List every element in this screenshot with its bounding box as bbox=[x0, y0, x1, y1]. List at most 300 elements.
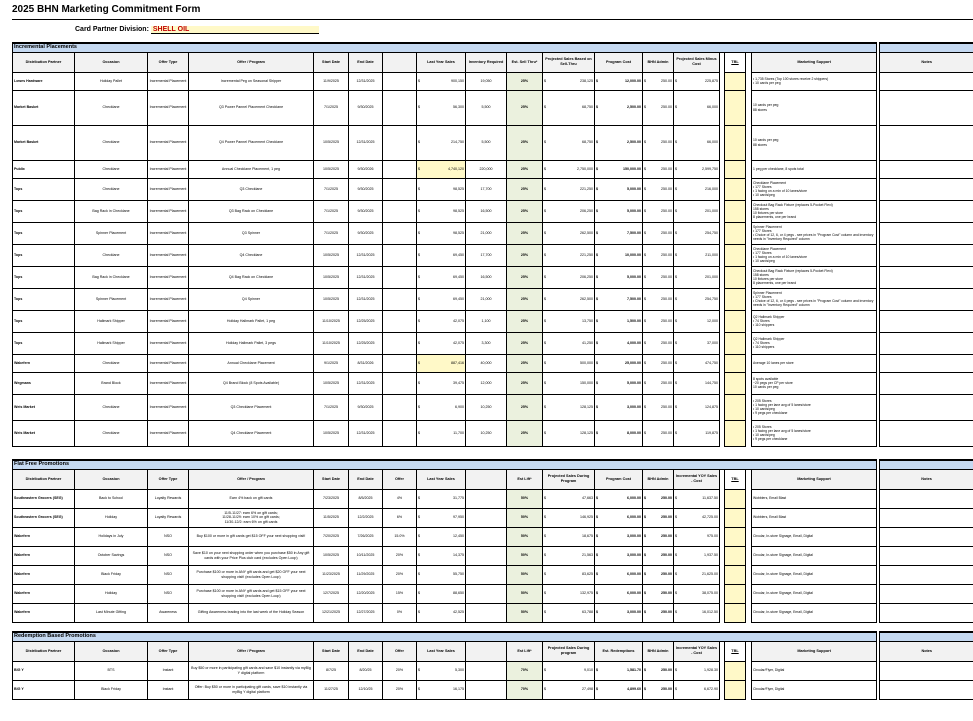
column-header: End Date bbox=[349, 641, 383, 661]
est-sell-thru[interactable]: 25% bbox=[507, 288, 543, 310]
start-date: 10/5/2025 bbox=[314, 546, 349, 565]
notes-input[interactable] bbox=[880, 125, 973, 160]
est-sell-thru[interactable]: 25% bbox=[507, 354, 543, 372]
table-row bbox=[13, 288, 973, 310]
last-year-sales-value: 14,375 bbox=[453, 553, 464, 558]
table-row bbox=[13, 310, 973, 332]
notes-input[interactable] bbox=[880, 354, 973, 372]
section-header bbox=[13, 460, 973, 469]
offer-type: Incremental Placement bbox=[148, 310, 189, 332]
tbl-checkbox[interactable] bbox=[725, 288, 746, 310]
offer-type: Loyalty Rewards bbox=[148, 489, 189, 508]
notes-input[interactable] bbox=[880, 420, 973, 446]
column-header: Offer Type bbox=[148, 52, 189, 72]
column-header: Incremental YOY Sales - Cost bbox=[674, 469, 720, 489]
currency-symbol: $ bbox=[644, 668, 646, 673]
offer-program: Q3 Power Pannel Placement Checklane bbox=[189, 90, 314, 125]
est-lift[interactable]: 50% bbox=[507, 584, 543, 603]
notes-input[interactable] bbox=[880, 332, 973, 354]
est-lift[interactable]: 50% bbox=[507, 603, 543, 622]
offer-program: Q4 Checklane Placement bbox=[189, 420, 314, 446]
currency-symbol: $ bbox=[418, 78, 420, 83]
table-row bbox=[13, 527, 973, 546]
column-header: End Date bbox=[349, 52, 383, 72]
notes-input[interactable] bbox=[880, 527, 973, 546]
marketing-support: 10 cards per peg 88 stores bbox=[752, 90, 877, 125]
currency-symbol: $ bbox=[675, 553, 677, 558]
currency-symbol: $ bbox=[544, 534, 546, 539]
tbl-checkbox[interactable] bbox=[725, 584, 746, 603]
last-year-sales bbox=[417, 266, 466, 288]
notes-input[interactable] bbox=[880, 222, 973, 244]
program-cost-value: 8,000.00 bbox=[627, 430, 641, 435]
bhn-admin-value: 250.00 bbox=[661, 610, 672, 615]
tbl-checkbox[interactable] bbox=[725, 125, 746, 160]
currency-symbol: $ bbox=[596, 186, 598, 191]
currency-symbol: $ bbox=[544, 318, 546, 323]
table-row bbox=[13, 508, 973, 527]
column-header: Last Year Sales bbox=[417, 52, 466, 72]
offer-program: Buy $50 or more in participating gift cards and save $10 instantly via myBig Y digital platform bbox=[189, 661, 314, 680]
column-header: BHN Admin bbox=[643, 469, 674, 489]
notes-input[interactable] bbox=[880, 266, 973, 288]
est-sell-thru[interactable]: 25% bbox=[507, 420, 543, 446]
offer-type: NSO bbox=[148, 527, 189, 546]
est-sell-thru[interactable]: 25% bbox=[507, 178, 543, 200]
est-sell-thru[interactable]: 25% bbox=[507, 90, 543, 125]
program-cost-value: 25,000.00 bbox=[625, 360, 641, 365]
currency-symbol: $ bbox=[544, 296, 546, 301]
end-date: 12/31/2025 bbox=[349, 372, 383, 394]
currency-symbol: $ bbox=[544, 591, 546, 596]
tbl-checkbox[interactable] bbox=[725, 90, 746, 125]
bhn-admin-value: 250.00 bbox=[661, 591, 672, 596]
table-row bbox=[13, 584, 973, 603]
end-date: 8/20/25 bbox=[349, 661, 383, 680]
occasion: Back to School bbox=[75, 489, 148, 508]
tbl-checkbox[interactable] bbox=[725, 332, 746, 354]
blank-cell bbox=[383, 394, 417, 420]
est-sell-thru[interactable]: 25% bbox=[507, 372, 543, 394]
column-header: Projected Sales Minus Cost bbox=[674, 52, 720, 72]
last-year-sales bbox=[417, 125, 466, 160]
projected-sales bbox=[543, 244, 595, 266]
projected-sales-value: 206,250 bbox=[580, 274, 593, 279]
tbl-checkbox[interactable] bbox=[725, 310, 746, 332]
inventory-required: 3,300 bbox=[466, 332, 507, 354]
program-cost bbox=[595, 372, 643, 394]
offer-program: Annual Checklane Placement, 1 peg bbox=[189, 160, 314, 178]
currency-symbol: $ bbox=[596, 208, 598, 213]
marketing-support: Spinner Placement • 177 Stores • Choice of 12, 6, or 4 pegs - see prices in "Program Cost" column and inventory needs in "Inventory Required" column bbox=[752, 288, 877, 310]
table-row bbox=[13, 266, 973, 288]
distribution-partner: Tops bbox=[13, 178, 75, 200]
program-cost bbox=[595, 546, 643, 565]
table-row bbox=[13, 680, 973, 699]
offer-percent: 20% bbox=[383, 661, 417, 680]
offer-type: NSO bbox=[148, 565, 189, 584]
last-year-sales-value: 887,416 bbox=[451, 360, 464, 365]
est-sell-thru[interactable]: 25% bbox=[507, 125, 543, 160]
program-cost bbox=[595, 420, 643, 446]
currency-symbol: $ bbox=[675, 404, 677, 409]
distribution-partner: Wegmans bbox=[13, 372, 75, 394]
distribution-partner: Tops bbox=[13, 200, 75, 222]
tbl-checkbox[interactable] bbox=[725, 244, 746, 266]
est-lift[interactable]: 50% bbox=[507, 527, 543, 546]
start-date: 7/1/2025 bbox=[314, 90, 349, 125]
est-lift[interactable]: 70% bbox=[507, 680, 543, 699]
last-year-sales-value: 98,525 bbox=[453, 186, 464, 191]
tbl-checkbox[interactable] bbox=[725, 354, 746, 372]
notes-input[interactable] bbox=[880, 489, 973, 508]
tbl-checkbox[interactable] bbox=[725, 200, 746, 222]
projected-sales-minus-cost-value: 66,000 bbox=[707, 105, 718, 110]
occasion: Black Friday bbox=[75, 680, 148, 699]
section-header bbox=[13, 632, 973, 641]
notes-input[interactable] bbox=[880, 288, 973, 310]
last-year-sales-value: 16,175 bbox=[453, 687, 464, 692]
notes-input[interactable] bbox=[880, 565, 973, 584]
currency-symbol: $ bbox=[544, 208, 546, 213]
est-sell-thru[interactable]: 25% bbox=[507, 200, 543, 222]
marketing-support: Average 10 lanes per store bbox=[752, 354, 877, 372]
tbl-checkbox[interactable] bbox=[725, 372, 746, 394]
offer-type: Incremental Placement bbox=[148, 394, 189, 420]
last-year-sales-value: 214,750 bbox=[451, 140, 464, 145]
notes-input[interactable] bbox=[880, 310, 973, 332]
end-date: 9/30/2025 bbox=[349, 178, 383, 200]
last-year-sales-value: 42,075 bbox=[453, 318, 464, 323]
program-cost-value: 150,000.00 bbox=[623, 166, 641, 171]
est-sell-thru[interactable]: 25% bbox=[507, 394, 543, 420]
division-label: Card Partner Division: bbox=[75, 26, 149, 33]
end-date: 8/31/2026 bbox=[349, 354, 383, 372]
incremental-yoy-sales-minus-cost-value: 16,012.50 bbox=[702, 610, 718, 615]
start-date: 10/5/2025 bbox=[314, 266, 349, 288]
offer-type: Incremental Placement bbox=[148, 244, 189, 266]
start-date: 11/5/2025 bbox=[314, 508, 349, 527]
tbl-checkbox[interactable] bbox=[725, 546, 746, 565]
start-date: 7/1/2025 bbox=[314, 394, 349, 420]
column-header: Distribution Partner bbox=[13, 469, 75, 489]
column-header: TBL bbox=[725, 641, 746, 661]
est-lift[interactable]: 50% bbox=[507, 565, 543, 584]
projected-sales-value: 150,000 bbox=[580, 380, 593, 385]
incremental-yoy-sales-minus-cost-value: 42,725.00 bbox=[702, 515, 718, 520]
last-year-sales bbox=[417, 372, 466, 394]
currency-symbol: $ bbox=[644, 591, 646, 596]
projected-sales bbox=[543, 661, 595, 680]
table-row bbox=[13, 565, 973, 584]
program-cost bbox=[595, 178, 643, 200]
notes-input[interactable] bbox=[880, 372, 973, 394]
tbl-checkbox[interactable] bbox=[725, 508, 746, 527]
start-date: 7/1/2025 bbox=[314, 200, 349, 222]
projected-sales-minus-cost-value: 12,000 bbox=[707, 318, 718, 323]
notes-input[interactable] bbox=[880, 680, 973, 699]
last-year-sales bbox=[417, 200, 466, 222]
currency-symbol: $ bbox=[418, 572, 420, 577]
currency-symbol: $ bbox=[544, 610, 546, 615]
currency-symbol: $ bbox=[596, 340, 598, 345]
currency-symbol: $ bbox=[675, 208, 677, 213]
offer-program: Incremental Peg on Seasonal Shipper bbox=[189, 72, 314, 90]
currency-symbol: $ bbox=[596, 404, 598, 409]
notes-input[interactable] bbox=[880, 90, 973, 125]
column-header: Incremental YOY Sales - Cost bbox=[674, 641, 720, 661]
projected-sales bbox=[543, 508, 595, 527]
currency-symbol: $ bbox=[544, 668, 546, 673]
blank-cell bbox=[466, 565, 507, 584]
notes-input[interactable] bbox=[880, 72, 973, 90]
inventory-required: 16,500 bbox=[466, 266, 507, 288]
offer-program: Purchase $100 or more in ANY gift cards and get $20 OFF your next shopping visit! (excludes Open Loop) bbox=[189, 565, 314, 584]
projected-sales-minus-cost-value: 254,750 bbox=[705, 296, 718, 301]
notes-input[interactable] bbox=[880, 661, 973, 680]
occasion: Spinner Placement bbox=[75, 288, 148, 310]
projected-sales-minus-cost bbox=[674, 354, 720, 372]
table-row bbox=[13, 72, 973, 90]
table-row bbox=[13, 546, 973, 565]
last-year-sales-value: 31,775 bbox=[453, 496, 464, 501]
last-year-sales bbox=[417, 489, 466, 508]
currency-symbol: $ bbox=[418, 208, 420, 213]
tbl-checkbox[interactable] bbox=[725, 420, 746, 446]
projected-sales-minus-cost bbox=[674, 266, 720, 288]
offer-type: Incremental Placement bbox=[148, 332, 189, 354]
est-sell-thru[interactable]: 25% bbox=[507, 332, 543, 354]
end-date: 12/31/2025 bbox=[349, 244, 383, 266]
column-header: TBL bbox=[725, 469, 746, 489]
currency-symbol: $ bbox=[675, 230, 677, 235]
tbl-checkbox[interactable] bbox=[725, 394, 746, 420]
marketing-support: Checklane Placement • 177 Stores • 1 facing on a min of 10 lanes/store • 10 cards/peg bbox=[752, 244, 877, 266]
blank-cell bbox=[466, 584, 507, 603]
projected-sales-value: 146,925 bbox=[580, 515, 593, 520]
occasion: Bag Rack in Checklane bbox=[75, 200, 148, 222]
offer-program: Q3 Bag Rack on Checklane bbox=[189, 200, 314, 222]
est-sell-thru[interactable]: 25% bbox=[507, 160, 543, 178]
projected-sales-value: 83,625 bbox=[582, 572, 593, 577]
start-date: 11/10/2025 bbox=[314, 332, 349, 354]
offer-program: Save $10 on your next shopping order when you purchase $50 in Any gift cards with your Price Plus club card (excludes Open Loop) bbox=[189, 546, 314, 565]
notes-input[interactable] bbox=[880, 584, 973, 603]
program-cost bbox=[595, 244, 643, 266]
redemption-based-promotions-table bbox=[12, 631, 973, 700]
marketing-support: Checkout Bag Rack Fixture (replaces 5-Pocket Flexi) 158 stores 10 fixtures per store 8 placements, one per brand bbox=[752, 200, 877, 222]
end-date: 12/25/2025 bbox=[349, 332, 383, 354]
est-sell-thru[interactable]: 25% bbox=[507, 266, 543, 288]
currency-symbol: $ bbox=[675, 610, 677, 615]
projected-sales-minus-cost bbox=[674, 394, 720, 420]
currency-symbol: $ bbox=[596, 252, 598, 257]
table-row bbox=[13, 178, 973, 200]
occasion: Checklane bbox=[75, 244, 148, 266]
last-year-sales-value: 900,150 bbox=[451, 78, 464, 83]
currency-symbol: $ bbox=[544, 186, 546, 191]
program-cost bbox=[595, 266, 643, 288]
projected-sales-minus-cost-value: 2,599,750 bbox=[702, 166, 718, 171]
last-year-sales bbox=[417, 310, 466, 332]
offer-type: Incremental Placement bbox=[148, 72, 189, 90]
projected-sales bbox=[543, 584, 595, 603]
blank-cell bbox=[466, 508, 507, 527]
bhn-admin bbox=[643, 200, 674, 222]
est-sell-thru[interactable]: 25% bbox=[507, 72, 543, 90]
projected-sales-minus-cost bbox=[674, 222, 720, 244]
currency-symbol: $ bbox=[544, 430, 546, 435]
marketing-support: • 205 Stores • 1 facing per lane avg of 5 lanes/store • 10 cards/peg • 9 pegs per checklane bbox=[752, 394, 877, 420]
division-value[interactable]: SHELL OIL bbox=[151, 26, 319, 34]
table-row bbox=[13, 394, 973, 420]
projected-sales-value: 63,788 bbox=[582, 610, 593, 615]
notes-input[interactable] bbox=[880, 603, 973, 622]
incremental-yoy-sales-minus-cost-value: 21,625.00 bbox=[702, 572, 718, 577]
end-date: 9/30/2026 bbox=[349, 160, 383, 178]
column-header: Marketing Support bbox=[752, 52, 877, 72]
tbl-checkbox[interactable] bbox=[725, 527, 746, 546]
notes-input[interactable] bbox=[880, 546, 973, 565]
occasion: Hallmark Shipper bbox=[75, 332, 148, 354]
tbl-checkbox[interactable] bbox=[725, 680, 746, 699]
marketing-support: Checkout Bag Rack Fixture (replaces 5-Pocket Flexi) 158 stores 10 fixtures per store 8 placements, one per brand bbox=[752, 266, 877, 288]
program-cost-value: 4,000.00 bbox=[627, 340, 641, 345]
column-header: Program Cost bbox=[595, 469, 643, 489]
column-header-row bbox=[13, 469, 973, 489]
est-lift[interactable]: 50% bbox=[507, 489, 543, 508]
program-cost bbox=[595, 222, 643, 244]
program-cost bbox=[595, 310, 643, 332]
occasion: Holiday Pallet bbox=[75, 72, 148, 90]
inventory-required: 10,250 bbox=[466, 394, 507, 420]
program-cost-value: 1,500.00 bbox=[627, 318, 641, 323]
bhn-admin-value: 250.00 bbox=[661, 380, 672, 385]
notes-input[interactable] bbox=[880, 200, 973, 222]
projected-sales-value: 128,125 bbox=[580, 430, 593, 435]
est-sell-thru[interactable]: 25% bbox=[507, 310, 543, 332]
program-cost bbox=[595, 288, 643, 310]
end-date: 7/26/2025 bbox=[349, 527, 383, 546]
tbl-checkbox[interactable] bbox=[725, 603, 746, 622]
offer-percent: 20% bbox=[383, 546, 417, 565]
offer-type: Awareness bbox=[148, 603, 189, 622]
tbl-checkbox[interactable] bbox=[725, 266, 746, 288]
projected-sales bbox=[543, 266, 595, 288]
last-year-sales bbox=[417, 420, 466, 446]
column-header: BHN Admin bbox=[643, 52, 674, 72]
incremental-yoy-sales-minus-cost bbox=[674, 661, 720, 680]
occasion: BTS bbox=[75, 661, 148, 680]
offer-program: Q4 Brand Block (8 Spots Available) bbox=[189, 372, 314, 394]
end-date: 8/5/2025 bbox=[349, 489, 383, 508]
start-date: 10/5/2025 bbox=[314, 125, 349, 160]
program-cost-value: 3,000.00 bbox=[627, 553, 641, 558]
bhn-admin bbox=[643, 288, 674, 310]
offer-type: Incremental Placement bbox=[148, 354, 189, 372]
offer-percent: 20% bbox=[383, 680, 417, 699]
tbl-checkbox[interactable] bbox=[725, 178, 746, 200]
offer-program: Gifting Awareness leading into the last week of the Holiday Season bbox=[189, 603, 314, 622]
offer-program: Holiday Hallmark Pallet, 3 pegs bbox=[189, 332, 314, 354]
tbl-checkbox[interactable] bbox=[725, 160, 746, 178]
last-year-sales bbox=[417, 72, 466, 90]
notes-input[interactable] bbox=[880, 508, 973, 527]
column-header: Projected Sales Based on Sell-Thru bbox=[543, 52, 595, 72]
projected-sales-minus-cost-value: 225,875 bbox=[705, 78, 718, 83]
projected-sales-value: 9,010 bbox=[584, 668, 593, 673]
projected-sales bbox=[543, 394, 595, 420]
program-cost-value: 3,000.00 bbox=[627, 534, 641, 539]
tbl-checkbox[interactable] bbox=[725, 489, 746, 508]
tbl-checkbox[interactable] bbox=[725, 72, 746, 90]
card-partner-division bbox=[75, 26, 319, 34]
marketing-support: Circular, In-store Signage, Email, Digital bbox=[752, 584, 877, 603]
notes-input[interactable] bbox=[880, 244, 973, 266]
section-title: Incremental Placements bbox=[13, 43, 877, 52]
currency-symbol: $ bbox=[544, 105, 546, 110]
tbl-checkbox[interactable] bbox=[725, 661, 746, 680]
notes-input[interactable] bbox=[880, 394, 973, 420]
occasion: Spinner Placement bbox=[75, 222, 148, 244]
currency-symbol: $ bbox=[418, 553, 420, 558]
est-sell-thru[interactable]: 25% bbox=[507, 244, 543, 266]
projected-sales-value: 262,500 bbox=[580, 230, 593, 235]
blank-cell bbox=[466, 489, 507, 508]
currency-symbol: $ bbox=[644, 230, 646, 235]
end-date: 12/27/2025 bbox=[349, 603, 383, 622]
inventory-required: 40,000 bbox=[466, 354, 507, 372]
program-cost-value: 5,000.00 bbox=[627, 186, 641, 191]
currency-symbol: $ bbox=[544, 252, 546, 257]
notes-input[interactable] bbox=[880, 160, 973, 178]
offer-type: Incremental Placement bbox=[148, 90, 189, 125]
est-lift[interactable]: 70% bbox=[507, 661, 543, 680]
last-year-sales-value: 98,525 bbox=[453, 230, 464, 235]
currency-symbol: $ bbox=[544, 380, 546, 385]
tbl-checkbox[interactable] bbox=[725, 222, 746, 244]
column-header-row bbox=[13, 641, 973, 661]
distribution-partner: Tops bbox=[13, 288, 75, 310]
bhn-admin-value: 250.00 bbox=[661, 553, 672, 558]
projected-sales bbox=[543, 420, 595, 446]
marketing-support: Circular/Flyer, Digital bbox=[752, 661, 877, 680]
distribution-partner: Southeastern Grocers (SEG) bbox=[13, 508, 75, 527]
distribution-partner: Market Basket bbox=[13, 90, 75, 125]
program-cost bbox=[595, 508, 643, 527]
bhn-admin bbox=[643, 354, 674, 372]
start-date: 7/23/2025 bbox=[314, 489, 349, 508]
currency-symbol: $ bbox=[675, 340, 677, 345]
notes-input[interactable] bbox=[880, 178, 973, 200]
offer-type: Incremental Placement bbox=[148, 420, 189, 446]
bhn-admin-value: 250.00 bbox=[661, 208, 672, 213]
end-date: 9/30/2025 bbox=[349, 222, 383, 244]
tbl-checkbox[interactable] bbox=[725, 565, 746, 584]
projected-sales-minus-cost bbox=[674, 244, 720, 266]
est-lift[interactable]: 50% bbox=[507, 546, 543, 565]
est-sell-thru[interactable]: 25% bbox=[507, 222, 543, 244]
bhn-admin bbox=[643, 489, 674, 508]
projected-sales-minus-cost bbox=[674, 288, 720, 310]
distribution-partner: Weis Market bbox=[13, 394, 75, 420]
program-cost-value: 3,000.00 bbox=[627, 610, 641, 615]
start-date: 12/7/2025 bbox=[314, 584, 349, 603]
blank-cell bbox=[383, 354, 417, 372]
est-lift[interactable]: 50% bbox=[507, 508, 543, 527]
projected-sales-minus-cost bbox=[674, 200, 720, 222]
bhn-admin bbox=[643, 372, 674, 394]
